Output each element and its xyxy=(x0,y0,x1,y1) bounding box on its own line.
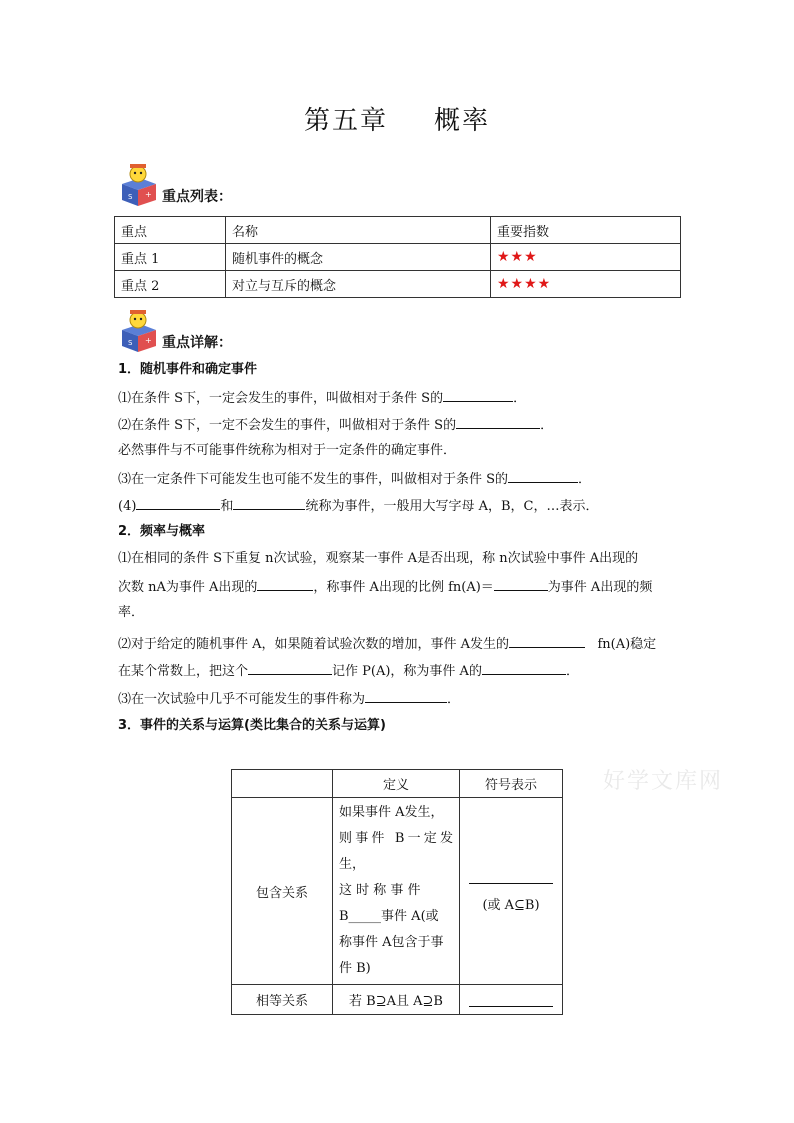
relation-name: 相等关系 xyxy=(232,985,333,1015)
event-relation-table xyxy=(231,769,563,1015)
fill-blank xyxy=(443,387,513,402)
text: 次数 nA为事件 A出现的 xyxy=(118,580,258,595)
paragraph: 必然事件与不可能事件统称为相对于一定条件的确定事件． xyxy=(118,443,457,458)
paragraph xyxy=(118,387,526,409)
fill-blank xyxy=(509,633,585,648)
text: (4) xyxy=(118,499,137,514)
title-topic: 概率 xyxy=(434,106,491,136)
table-row xyxy=(115,271,681,298)
heading-1: 1．随机事件和确定事件 xyxy=(118,362,258,377)
text: ⑵在条件 S下，一定不会发生的事件，叫做相对于条件 S的 xyxy=(118,418,457,433)
def-line: 这 时 称 事 件 xyxy=(339,883,421,898)
table-cell: 随机事件的概念 xyxy=(226,244,491,271)
svg-text:S: S xyxy=(128,339,133,347)
table-row xyxy=(232,798,563,985)
paragraph xyxy=(118,576,652,598)
text: 统称为事件，一般用大写字母 A，B，C，…表示． xyxy=(305,499,599,514)
fill-blank xyxy=(494,576,548,591)
symbol-text: (或 A⊆B) xyxy=(482,898,540,913)
header-cell: 定义 xyxy=(333,770,460,798)
text: 为事件 A出现的频 xyxy=(547,580,653,595)
mascot-icon xyxy=(118,306,158,352)
def-line: 则事件 B一定发生， xyxy=(339,831,453,872)
fill-blank xyxy=(248,660,332,675)
header-cell: 名称 xyxy=(226,217,491,244)
fill-blank xyxy=(508,468,578,483)
fill-blank xyxy=(469,869,553,884)
table-cell: 重点 1 xyxy=(115,244,226,271)
paragraph xyxy=(118,414,553,436)
table-row xyxy=(232,985,563,1015)
paragraph xyxy=(118,633,656,655)
text: ． xyxy=(565,664,579,679)
def-line: 如果事件 A发生， xyxy=(339,805,444,820)
fill-blank xyxy=(136,495,220,510)
paragraph xyxy=(118,468,591,490)
heading-2: 2．频率与概率 xyxy=(118,524,206,539)
section-label: 重点详解： xyxy=(162,335,232,351)
key-points-table xyxy=(114,216,681,298)
table-header-row xyxy=(232,770,563,798)
relation-symbol xyxy=(460,798,563,985)
mascot-icon xyxy=(118,160,158,206)
fill-blank xyxy=(257,576,313,591)
text: ． xyxy=(447,692,461,707)
paragraph: 率． xyxy=(118,605,145,620)
text: 记作 P(A)，称为事件 A的 xyxy=(332,664,482,679)
section-label: 重点列表： xyxy=(162,189,232,205)
text: ． xyxy=(513,391,527,406)
text: ，称事件 A出现的比例 fn(A)＝ xyxy=(313,580,494,595)
table-row xyxy=(115,244,681,271)
text: ⑵对于给定的随机事件 A，如果随着试验次数的增加，事件 A发生的 xyxy=(118,637,510,652)
heading-3: 3．事件的关系与运算(类比集合的关系与运算) xyxy=(118,718,386,733)
svg-text:+: + xyxy=(145,190,152,199)
table-cell: 重点 2 xyxy=(115,271,226,298)
fill-blank xyxy=(233,495,305,510)
rating-stars: ★★★★ xyxy=(491,271,681,298)
page-title xyxy=(0,100,794,137)
table-header-row xyxy=(115,217,681,244)
fill-blank xyxy=(365,688,447,703)
paragraph: ⑴在相同的条件 S下重复 n次试验，观察某一事件 A是否出现，称 n次试验中事件 A出现的 xyxy=(118,551,639,566)
relation-definition: 若 B⊇A且 A⊇B xyxy=(333,985,460,1015)
text: ． xyxy=(540,418,554,433)
header-cell: 符号表示 xyxy=(460,770,563,798)
watermark: 好学文库网 xyxy=(603,769,724,794)
def-line: 称事件 A包含于事 xyxy=(339,935,444,950)
def-line: 件 B) xyxy=(339,961,371,976)
rating-stars: ★★★ xyxy=(491,244,681,271)
table-cell: 对立与互斥的概念 xyxy=(226,271,491,298)
text: ⑶在一次试验中几乎不可能发生的事件称为 xyxy=(118,692,366,707)
svg-text:S: S xyxy=(128,193,133,201)
header-cell: 重要指数 xyxy=(491,217,681,244)
title-chapter: 第五章 xyxy=(303,106,388,136)
text: 在某个常数上，把这个 xyxy=(118,664,249,679)
relation-symbol xyxy=(460,985,563,1015)
svg-text:+: + xyxy=(145,336,152,345)
fill-blank xyxy=(469,992,553,1007)
paragraph xyxy=(118,660,579,682)
fill-blank xyxy=(456,414,540,429)
paragraph xyxy=(118,688,460,710)
header-cell: 重点 xyxy=(115,217,226,244)
relation-definition xyxy=(333,798,460,985)
fill-blank xyxy=(482,660,566,675)
text: ⑴在条件 S下，一定会发生的事件，叫做相对于条件 S的 xyxy=(118,391,444,406)
text: 和 xyxy=(220,499,234,514)
relation-name: 包含关系 xyxy=(232,798,333,985)
paragraph xyxy=(118,495,598,517)
text: ． xyxy=(578,472,592,487)
text: ⑶在一定条件下可能发生也可能不发生的事件，叫做相对于条件 S的 xyxy=(118,472,509,487)
header-cell xyxy=(232,770,333,798)
text: fn(A)稳定 xyxy=(597,637,657,652)
def-line: B_____事件 A(或 xyxy=(339,909,439,924)
